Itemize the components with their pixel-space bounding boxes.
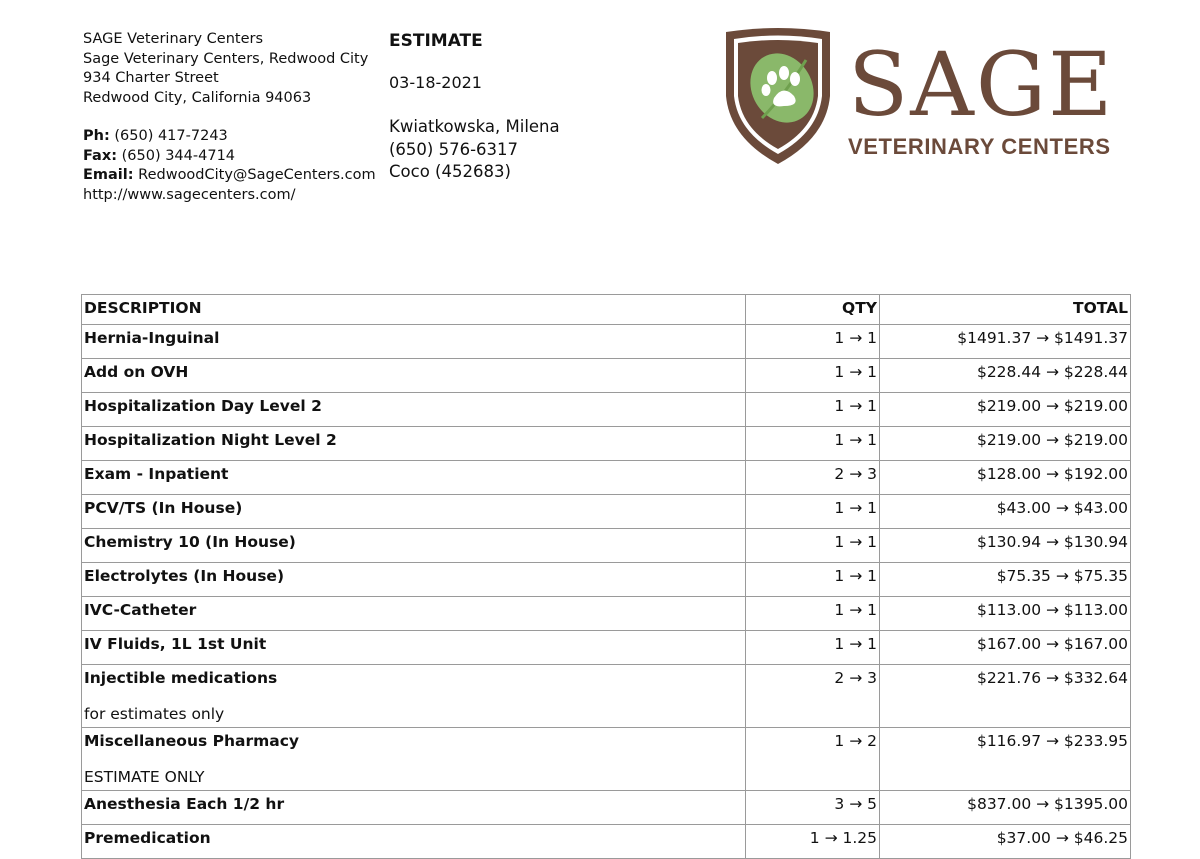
- fax-label: Fax:: [83, 147, 117, 164]
- item-total: $43.00 → $43.00: [880, 495, 1131, 529]
- total-header: TOTAL: [880, 295, 1131, 325]
- item-description-cell: [82, 529, 746, 563]
- qty-header: QTY: [746, 295, 880, 325]
- clinic-info: [83, 30, 376, 205]
- client-phone: (650) 576-6317: [389, 139, 519, 159]
- item-description-cell: [82, 427, 746, 461]
- shield-paw-icon: [722, 26, 834, 168]
- estimate-items-table: [81, 294, 1131, 859]
- table-row: [82, 393, 1131, 427]
- item-description-cell: [82, 495, 746, 529]
- client-name: Kwiatkowska, Milena: [389, 117, 560, 136]
- item-name: Add on OVH: [84, 363, 189, 381]
- item-name: Electrolytes (In House): [84, 567, 285, 585]
- clinic-email: [83, 166, 376, 186]
- logo-subtitle: VETERINARY CENTERS: [848, 134, 1111, 159]
- item-name: IV Fluids, 1L 1st Unit: [84, 635, 267, 653]
- table-row: [82, 563, 1131, 597]
- item-description-cell: [82, 631, 746, 665]
- table-row: [82, 325, 1131, 359]
- phone-label: Ph:: [83, 128, 110, 144]
- item-total: $219.00 → $219.00: [880, 427, 1131, 461]
- item-name: Premedication: [84, 829, 211, 847]
- item-total: $116.97 → $233.95: [880, 728, 1131, 791]
- item-total: $167.00 → $167.00: [880, 631, 1131, 665]
- item-qty: 1 → 1: [746, 597, 880, 631]
- item-name: Hospitalization Night Level 2: [84, 431, 337, 449]
- table-row: [82, 359, 1131, 393]
- item-qty: 1 → 1: [746, 393, 880, 427]
- item-note: for estimates only: [84, 705, 225, 723]
- clinic-street: 934 Charter Street: [83, 70, 219, 86]
- table-row: [82, 825, 1131, 859]
- estimate-header: [389, 30, 560, 184]
- clinic-branch: Sage Veterinary Centers, Redwood City: [83, 50, 369, 67]
- item-qty: 2 → 3: [746, 665, 880, 728]
- item-name: Hernia-Inguinal: [84, 329, 220, 347]
- table-row: [82, 791, 1131, 825]
- item-total: $228.44 → $228.44: [880, 359, 1131, 393]
- table-row: [82, 597, 1131, 631]
- item-total: $75.35 → $75.35: [880, 563, 1131, 597]
- logo-wordmark: [848, 33, 1115, 160]
- item-description-cell: [82, 825, 746, 859]
- item-qty: 3 → 5: [746, 791, 880, 825]
- table-row: [82, 461, 1131, 495]
- phone-value: (650) 417-7243: [114, 128, 228, 144]
- table-row: [82, 631, 1131, 665]
- item-name: Miscellaneous Pharmacy: [84, 732, 300, 750]
- item-note: ESTIMATE ONLY: [84, 768, 205, 786]
- item-total: $221.76 → $332.64: [880, 665, 1131, 728]
- item-total: $37.00 → $46.25: [880, 825, 1131, 859]
- table-row: [82, 427, 1131, 461]
- clinic-name: SAGE Veterinary Centers: [83, 31, 264, 47]
- clinic-phone: [83, 127, 376, 147]
- sage-logo: [722, 26, 1132, 168]
- item-description-cell: [82, 461, 746, 495]
- estimate-date: 03-18-2021: [389, 73, 482, 92]
- clinic-city: Redwood City, California 94063: [83, 89, 312, 106]
- item-total: $113.00 → $113.00: [880, 597, 1131, 631]
- item-qty: 2 → 3: [746, 461, 880, 495]
- item-description-cell: [82, 325, 746, 359]
- item-qty: 1 → 1: [746, 495, 880, 529]
- item-total: $130.94 → $130.94: [880, 529, 1131, 563]
- item-total: $1491.37 → $1491.37: [880, 325, 1131, 359]
- table-row: [82, 495, 1131, 529]
- item-qty: 1 → 1: [746, 529, 880, 563]
- email-label: Email:: [83, 167, 134, 183]
- item-qty: 1 → 1: [746, 427, 880, 461]
- item-total: $837.00 → $1395.00: [880, 791, 1131, 825]
- item-qty: 1 → 2: [746, 728, 880, 791]
- item-total: $219.00 → $219.00: [880, 393, 1131, 427]
- logo-sage-text: SAGE: [848, 33, 1115, 136]
- client-info: [389, 116, 560, 184]
- item-qty: 1 → 1: [746, 631, 880, 665]
- clinic-website-link[interactable]: http://www.sagecenters.com/: [83, 186, 296, 203]
- item-description-cell: [82, 597, 746, 631]
- item-qty: 1 → 1: [746, 325, 880, 359]
- item-qty: 1 → 1: [746, 359, 880, 393]
- item-name: IVC-Catheter: [84, 601, 197, 619]
- item-name: PCV/TS (In House): [84, 499, 243, 517]
- patient-name: Coco (452683): [389, 162, 511, 181]
- item-description-cell: [82, 359, 746, 393]
- item-description-cell: [82, 791, 746, 825]
- table-row: [82, 665, 1131, 728]
- item-name: Injectible medications: [84, 669, 278, 687]
- clinic-fax: [83, 147, 376, 167]
- item-qty: 1 → 1.25: [746, 825, 880, 859]
- item-description-cell: [82, 563, 746, 597]
- email-link[interactable]: RedwoodCity@SageCenters.com: [138, 167, 376, 183]
- table-header-row: [82, 295, 1131, 325]
- item-name: Anesthesia Each 1/2 hr: [84, 795, 285, 813]
- item-name: Exam - Inpatient: [84, 465, 229, 483]
- item-description-cell: [82, 728, 746, 791]
- item-description-cell: [82, 665, 746, 728]
- item-name: Hospitalization Day Level 2: [84, 397, 322, 415]
- item-qty: 1 → 1: [746, 563, 880, 597]
- table-row: [82, 529, 1131, 563]
- item-name: Chemistry 10 (In House): [84, 533, 296, 551]
- item-total: $128.00 → $192.00: [880, 461, 1131, 495]
- description-header: DESCRIPTION: [82, 295, 746, 325]
- item-description-cell: [82, 393, 746, 427]
- estimate-title: ESTIMATE: [389, 31, 483, 51]
- table-row: [82, 728, 1131, 791]
- fax-value: (650) 344-4714: [121, 147, 236, 164]
